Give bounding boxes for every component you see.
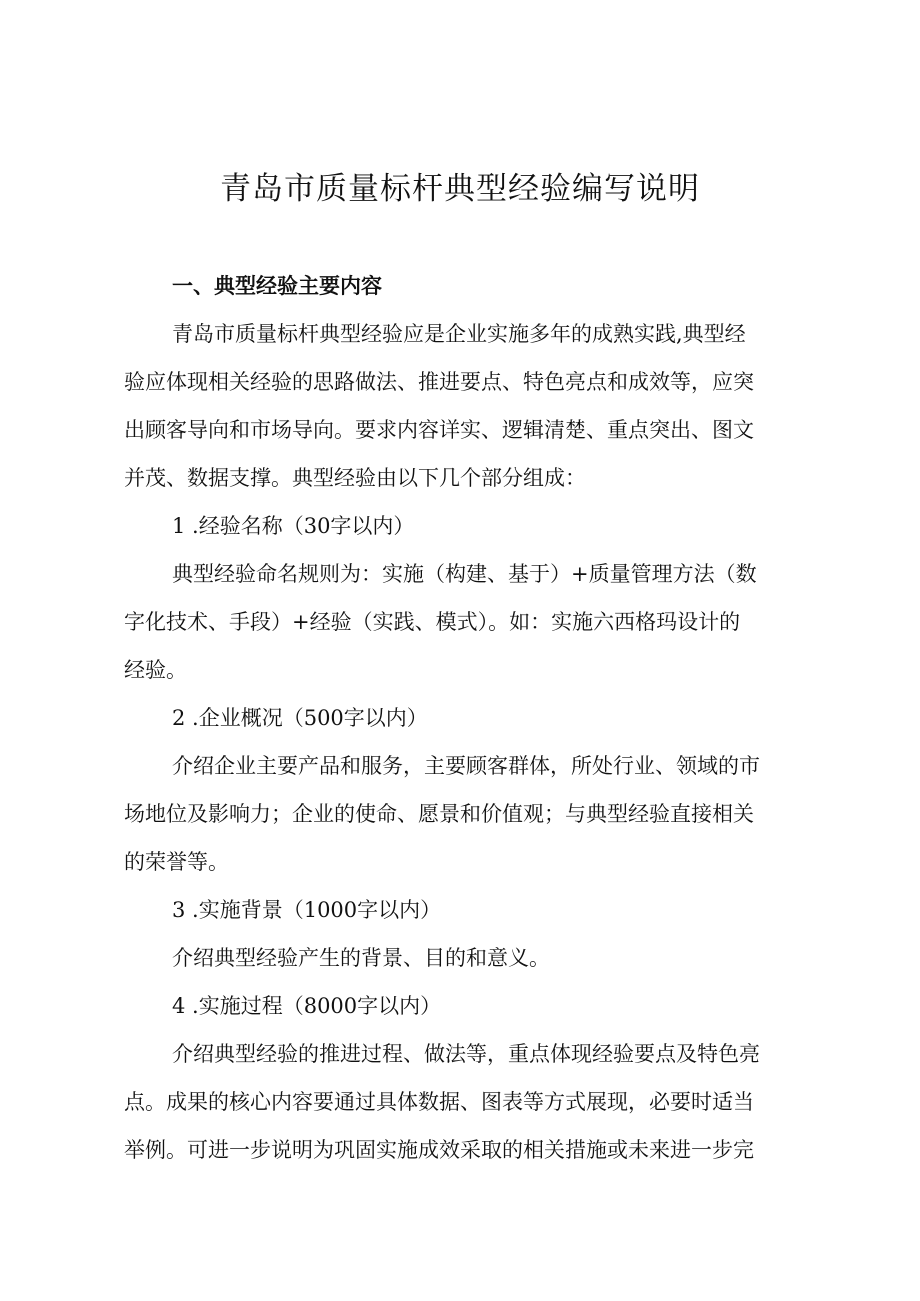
document-title: 青岛市质量标杆典型经验编写说明: [220, 171, 700, 207]
paragraph-line: 青岛市质量标杆典型经验应是企业实施多年的成熟实践,典型经: [172, 322, 746, 346]
paragraph-line: 验应体现相关经验的思路做法、推进要点、特色亮点和成效等，应突: [124, 370, 754, 394]
paragraph-line: 举例。可进一步说明为巩固实施成效采取的相关措施或未来进一步完: [124, 1138, 754, 1162]
item-label-overview: 2 .企业概况（500字以内）: [172, 706, 428, 730]
paragraph-line: 介绍企业主要产品和服务，主要顾客群体，所处行业、领域的市: [172, 754, 760, 778]
item-paragraph-overview: [124, 742, 810, 886]
paragraph-line: 点。成果的核心内容要通过具体数据、图表等方式展现，必要时适当: [124, 1090, 754, 1114]
paragraph-line: 介绍典型经验产生的背景、目的和意义。: [172, 946, 550, 970]
item-paragraph-background: [124, 934, 810, 982]
paragraph-line: 并茂、数据支撑。典型经验由以下几个部分组成：: [124, 466, 586, 490]
paragraph-line: 字化技术、手段）+经验（实践、模式）。如：实施六西格玛设计的: [124, 610, 741, 634]
document-body: [124, 262, 810, 1174]
item-label-name: 1 .经验名称（30字以内）: [172, 514, 415, 538]
paragraph-line: 介绍典型经验的推进过程、做法等，重点体现经验要点及特色亮: [172, 1042, 760, 1066]
paragraph-line: 出顾客导向和市场导向。要求内容详实、逻辑清楚、重点突出、图文: [124, 418, 754, 442]
item-label-background: 3 .实施背景（1000字以内）: [172, 898, 442, 922]
intro-paragraph: [124, 310, 810, 502]
item-label-process: 4 .实施过程（8000字以内）: [172, 994, 442, 1018]
item-paragraph-name: [124, 550, 810, 694]
section-heading: 一、典型经验主要内容: [172, 274, 382, 298]
paragraph-line: 典型经验命名规则为：实施（构建、基于）+质量管理方法（数: [172, 562, 757, 586]
item-paragraph-process: [124, 1030, 810, 1174]
paragraph-line: 经验。: [124, 658, 187, 682]
paragraph-line: 场地位及影响力；企业的使命、愿景和价值观；与典型经验直接相关: [124, 802, 754, 826]
paragraph-line: 的荣誉等。: [124, 850, 229, 874]
